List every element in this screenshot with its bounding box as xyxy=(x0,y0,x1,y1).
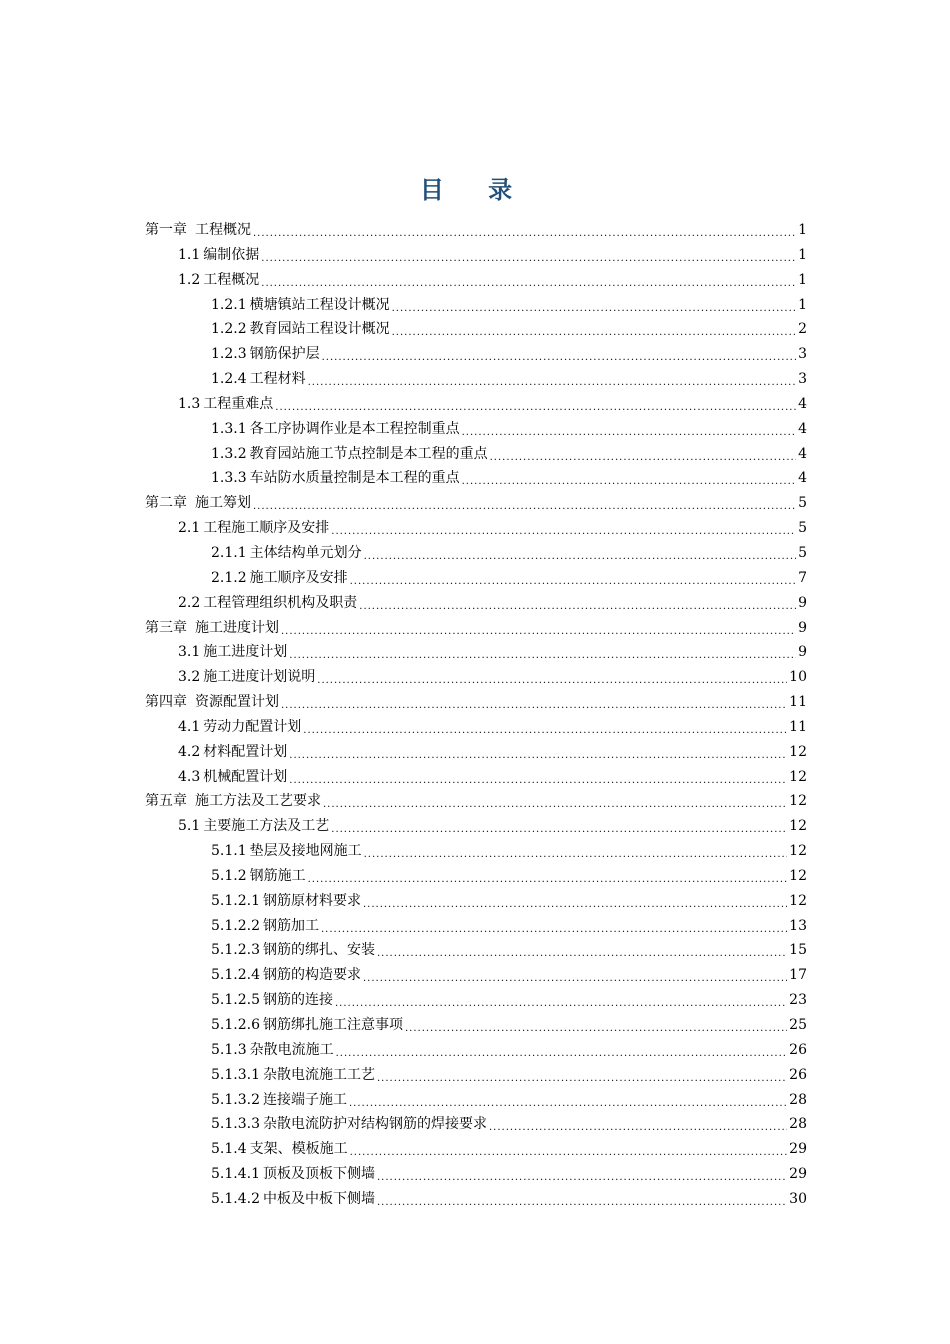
toc-page-number: 17 xyxy=(789,967,807,984)
toc-dot-leader xyxy=(336,1046,788,1062)
toc-entry-title: 顶板及顶板下侧墙 xyxy=(262,1166,375,1183)
toc-entry-number: 5.1.2.2 xyxy=(211,917,260,934)
toc-entry-number: 2.1.1 xyxy=(211,544,247,561)
toc-page-number: 1 xyxy=(798,222,807,238)
toc-page-number: 5 xyxy=(798,544,807,561)
toc-dot-leader xyxy=(281,624,796,640)
toc-entry-title: 横塘镇站工程设计概况 xyxy=(249,296,390,313)
toc-dot-leader xyxy=(253,226,796,242)
toc-entry[interactable] xyxy=(145,516,807,541)
toc-page-number: 2 xyxy=(798,321,807,338)
toc-page-number: 12 xyxy=(789,818,807,835)
toc-entry[interactable] xyxy=(145,392,807,417)
toc-entry-number: 5.1.2.1 xyxy=(211,892,260,909)
toc-dot-leader xyxy=(317,673,787,689)
toc-entry[interactable] xyxy=(145,342,807,367)
toc-entry-number: 4.2 xyxy=(178,743,201,760)
toc-page-number: 12 xyxy=(789,843,807,860)
toc-entry-number: 1.2.4 xyxy=(211,371,247,388)
toc-entry-number: 第四章 xyxy=(145,694,187,711)
toc-dot-leader xyxy=(364,549,796,565)
toc-entry[interactable] xyxy=(145,616,807,641)
toc-entry-title: 施工进度计划 xyxy=(195,619,279,636)
toc-entry-title: 资源配置计划 xyxy=(195,694,279,711)
toc-title: 目 录 xyxy=(419,176,531,204)
toc-entry-title: 中板及中板下侧墙 xyxy=(262,1190,375,1207)
toc-page-number: 13 xyxy=(789,917,807,934)
toc-entry-number: 5.1.4.1 xyxy=(211,1166,260,1183)
toc-entry-title: 杂散电流防护对结构钢筋的焊接要求 xyxy=(262,1116,487,1133)
toc-entry[interactable] xyxy=(145,765,807,790)
toc-entry[interactable] xyxy=(145,1112,807,1137)
toc-page-number: 3 xyxy=(798,371,807,388)
toc-entry-title: 工程概况 xyxy=(195,222,251,238)
toc-entry-number: 1.2.3 xyxy=(211,346,247,363)
toc-entry-title: 钢筋原材料要求 xyxy=(262,892,361,909)
toc-entry[interactable] xyxy=(145,1038,807,1063)
toc-page-number: 29 xyxy=(789,1141,807,1158)
toc-entry-title: 教育园站施工节点控制是本工程的重点 xyxy=(249,445,488,462)
toc-entry-title: 钢筋的连接 xyxy=(262,992,333,1009)
toc-dot-leader xyxy=(349,1096,787,1112)
toc-entry-title: 机械配置计划 xyxy=(203,768,288,785)
toc-entry[interactable] xyxy=(145,466,807,491)
toc-dot-leader xyxy=(392,301,796,317)
toc-dot-leader xyxy=(363,897,787,913)
toc-entry-number: 1.3.1 xyxy=(211,420,247,437)
toc-entry[interactable] xyxy=(145,1088,807,1113)
toc-entry-title: 钢筋加工 xyxy=(262,917,319,934)
toc-dot-leader xyxy=(253,499,796,515)
toc-entry-title: 杂散电流施工工艺 xyxy=(262,1066,375,1083)
toc-entry-number: 2.1 xyxy=(178,520,201,537)
toc-page-number: 1 xyxy=(798,246,807,263)
toc-entry-number: 1.2.2 xyxy=(211,321,247,338)
toc-entry-title: 教育园站工程设计概况 xyxy=(249,321,390,338)
toc-entry-title: 施工筹划 xyxy=(195,495,251,512)
toc-page-number: 15 xyxy=(789,942,807,959)
toc-dot-leader xyxy=(261,251,796,267)
toc-entry-number: 5.1.2.5 xyxy=(211,992,260,1009)
toc-entry-title: 各工序协调作业是本工程控制重点 xyxy=(249,420,460,437)
toc-entry-title: 钢筋的绑扎、安装 xyxy=(262,942,375,959)
toc-entry-title: 施工顺序及安排 xyxy=(249,569,348,586)
toc-entry-title: 杂散电流施工 xyxy=(249,1041,334,1058)
toc-entry-title: 施工进度计划 xyxy=(203,644,288,661)
toc-page-number: 9 xyxy=(798,594,807,611)
toc-dot-leader xyxy=(377,1195,787,1211)
toc-entry-number: 5.1.3 xyxy=(211,1041,247,1058)
toc-entry[interactable] xyxy=(145,367,807,392)
toc-dot-leader xyxy=(377,1071,787,1087)
toc-entry[interactable] xyxy=(145,914,807,939)
toc-entry-title: 钢筋保护层 xyxy=(249,346,320,363)
toc-page-number: 29 xyxy=(789,1166,807,1183)
toc-dot-leader xyxy=(377,946,787,962)
toc-entry-number: 5.1.4 xyxy=(211,1141,247,1158)
toc-entry-number: 5.1.1 xyxy=(211,843,247,860)
toc-entry-title: 工程施工顺序及安排 xyxy=(203,520,330,537)
toc-page-number: 9 xyxy=(798,619,807,636)
toc-entry[interactable] xyxy=(145,591,807,616)
toc-entry-number: 5.1.3.2 xyxy=(211,1091,260,1108)
toc-page-number: 12 xyxy=(789,793,807,810)
toc-entry-title: 钢筋施工 xyxy=(249,867,306,884)
toc-page-number: 4 xyxy=(798,420,807,437)
toc-entry-number: 1.2 xyxy=(178,271,201,288)
toc-page-number: 9 xyxy=(798,644,807,661)
toc-dot-leader xyxy=(363,971,787,987)
toc-entry-number: 5.1.2.6 xyxy=(211,1017,260,1033)
toc-entry[interactable] xyxy=(145,740,807,765)
toc-entry-title: 钢筋的构造要求 xyxy=(262,967,361,984)
toc-entry-title: 工程重难点 xyxy=(203,395,274,412)
toc-entry[interactable] xyxy=(145,1162,807,1187)
toc-page-number: 23 xyxy=(789,992,807,1009)
toc-entry-title: 支架、模板施工 xyxy=(249,1141,348,1158)
toc-page-number: 3 xyxy=(798,346,807,363)
toc-entry-number: 2.2 xyxy=(178,594,201,611)
toc-entry[interactable] xyxy=(145,317,807,342)
toc-entry-number: 第一章 xyxy=(145,222,187,238)
table-of-contents xyxy=(145,218,807,1212)
toc-entry[interactable] xyxy=(145,1137,807,1162)
toc-entry-number: 5.1.3.3 xyxy=(211,1116,260,1133)
toc-entry-number: 5.1 xyxy=(178,818,201,835)
toc-dot-leader xyxy=(289,748,787,764)
toc-entry[interactable] xyxy=(145,690,807,715)
toc-entry[interactable] xyxy=(145,665,807,690)
toc-entry-title: 工程管理组织机构及职责 xyxy=(203,594,358,611)
toc-entry-number: 4.3 xyxy=(178,768,201,785)
toc-page-number: 5 xyxy=(798,520,807,537)
toc-entry-number: 2.1.2 xyxy=(211,569,247,586)
toc-entry-title: 连接端子施工 xyxy=(262,1091,347,1108)
toc-dot-leader xyxy=(303,723,787,739)
toc-entry-number: 第三章 xyxy=(145,619,187,636)
toc-entry-number: 5.1.2.3 xyxy=(211,942,260,959)
toc-dot-leader xyxy=(392,325,796,341)
toc-dot-leader xyxy=(321,922,787,938)
toc-entry-title: 垫层及接地网施工 xyxy=(249,843,362,860)
toc-page-number: 11 xyxy=(789,718,807,735)
toc-entry[interactable] xyxy=(145,789,807,814)
toc-entry[interactable] xyxy=(145,988,807,1013)
toc-entry[interactable] xyxy=(145,1013,807,1038)
toc-entry[interactable] xyxy=(145,417,807,442)
toc-dot-leader xyxy=(350,574,796,590)
toc-page-number: 28 xyxy=(789,1091,807,1108)
toc-entry-title: 劳动力配置计划 xyxy=(203,718,302,735)
toc-entry[interactable] xyxy=(145,963,807,988)
toc-page-number: 7 xyxy=(798,569,807,586)
toc-entry-title: 编制依据 xyxy=(203,246,260,263)
toc-entry-number: 1.3 xyxy=(178,395,201,412)
toc-entry-title: 主体结构单元划分 xyxy=(249,544,362,561)
toc-page-number: 4 xyxy=(798,395,807,412)
toc-page-number: 25 xyxy=(789,1017,807,1033)
toc-page-number: 30 xyxy=(789,1190,807,1207)
toc-page-number: 26 xyxy=(789,1041,807,1058)
toc-page-number: 5 xyxy=(798,495,807,512)
toc-dot-leader xyxy=(289,648,796,664)
toc-entry[interactable] xyxy=(145,566,807,591)
toc-dot-leader xyxy=(350,1145,788,1161)
toc-entry-number: 5.1.2.4 xyxy=(211,967,260,984)
toc-page-number: 12 xyxy=(789,867,807,884)
toc-dot-leader xyxy=(323,797,787,813)
toc-dot-leader xyxy=(405,1021,787,1037)
toc-entry-number: 第五章 xyxy=(145,793,187,810)
toc-entry-number: 5.1.4.2 xyxy=(211,1190,260,1207)
toc-dot-leader xyxy=(490,450,796,466)
toc-dot-leader xyxy=(489,1120,787,1136)
toc-entry-title: 钢筋绑扎施工注意事项 xyxy=(262,1017,403,1033)
toc-dot-leader xyxy=(377,1170,787,1186)
toc-entry[interactable] xyxy=(145,243,807,268)
toc-entry-title: 车站防水质量控制是本工程的重点 xyxy=(249,470,460,487)
toc-entry[interactable] xyxy=(145,491,807,516)
toc-dot-leader xyxy=(275,400,796,416)
toc-page-number: 1 xyxy=(798,296,807,313)
toc-dot-leader xyxy=(462,425,796,441)
toc-dot-leader xyxy=(289,773,787,789)
toc-entry[interactable] xyxy=(145,218,807,243)
toc-entry-title: 材料配置计划 xyxy=(203,743,288,760)
toc-entry[interactable] xyxy=(145,268,807,293)
toc-entry-number: 1.3.3 xyxy=(211,470,247,487)
toc-page-number: 10 xyxy=(789,669,807,686)
toc-entry-number: 1.3.2 xyxy=(211,445,247,462)
toc-dot-leader xyxy=(308,375,796,391)
toc-entry-number: 5.1.3.1 xyxy=(211,1066,260,1083)
toc-entry-title: 主要施工方法及工艺 xyxy=(203,818,330,835)
toc-entry[interactable] xyxy=(145,640,807,665)
toc-entry[interactable] xyxy=(145,1187,807,1212)
toc-dot-leader xyxy=(261,276,796,292)
toc-page-number: 12 xyxy=(789,768,807,785)
toc-page-number: 12 xyxy=(789,892,807,909)
toc-entry[interactable] xyxy=(145,938,807,963)
toc-dot-leader xyxy=(364,847,788,863)
toc-page-number: 11 xyxy=(789,694,807,711)
toc-dot-leader xyxy=(322,350,796,366)
toc-entry[interactable] xyxy=(145,293,807,318)
toc-entry-number: 1.2.1 xyxy=(211,296,247,313)
toc-entry-number: 4.1 xyxy=(178,718,201,735)
toc-page-number: 26 xyxy=(789,1066,807,1083)
toc-entry[interactable] xyxy=(145,715,807,740)
toc-dot-leader xyxy=(359,599,796,615)
toc-entry-number: 3.2 xyxy=(178,669,201,686)
toc-dot-leader xyxy=(335,996,787,1012)
toc-dot-leader xyxy=(281,698,787,714)
toc-entry[interactable] xyxy=(145,814,807,839)
toc-page-number: 1 xyxy=(798,271,807,288)
toc-entry-title: 施工进度计划说明 xyxy=(203,669,316,686)
toc-entry[interactable] xyxy=(145,864,807,889)
toc-dot-leader xyxy=(331,822,787,838)
toc-dot-leader xyxy=(308,872,788,888)
toc-page-number: 4 xyxy=(798,445,807,462)
toc-entry-title: 工程材料 xyxy=(249,371,306,388)
toc-entry[interactable] xyxy=(145,839,807,864)
toc-entry-number: 1.1 xyxy=(178,246,201,263)
toc-entry[interactable] xyxy=(145,889,807,914)
toc-dot-leader xyxy=(331,524,796,540)
toc-entry[interactable] xyxy=(145,541,807,566)
toc-entry-number: 5.1.2 xyxy=(211,867,247,884)
toc-page-number: 28 xyxy=(789,1116,807,1133)
toc-entry[interactable] xyxy=(145,1063,807,1088)
toc-entry-number: 3.1 xyxy=(178,644,201,661)
toc-page-number: 12 xyxy=(789,743,807,760)
toc-entry[interactable] xyxy=(145,442,807,467)
toc-dot-leader xyxy=(462,474,796,490)
toc-page-number: 4 xyxy=(798,470,807,487)
toc-entry-title: 施工方法及工艺要求 xyxy=(195,793,321,810)
toc-entry-number: 第二章 xyxy=(145,495,187,512)
toc-entry-title: 工程概况 xyxy=(203,271,260,288)
